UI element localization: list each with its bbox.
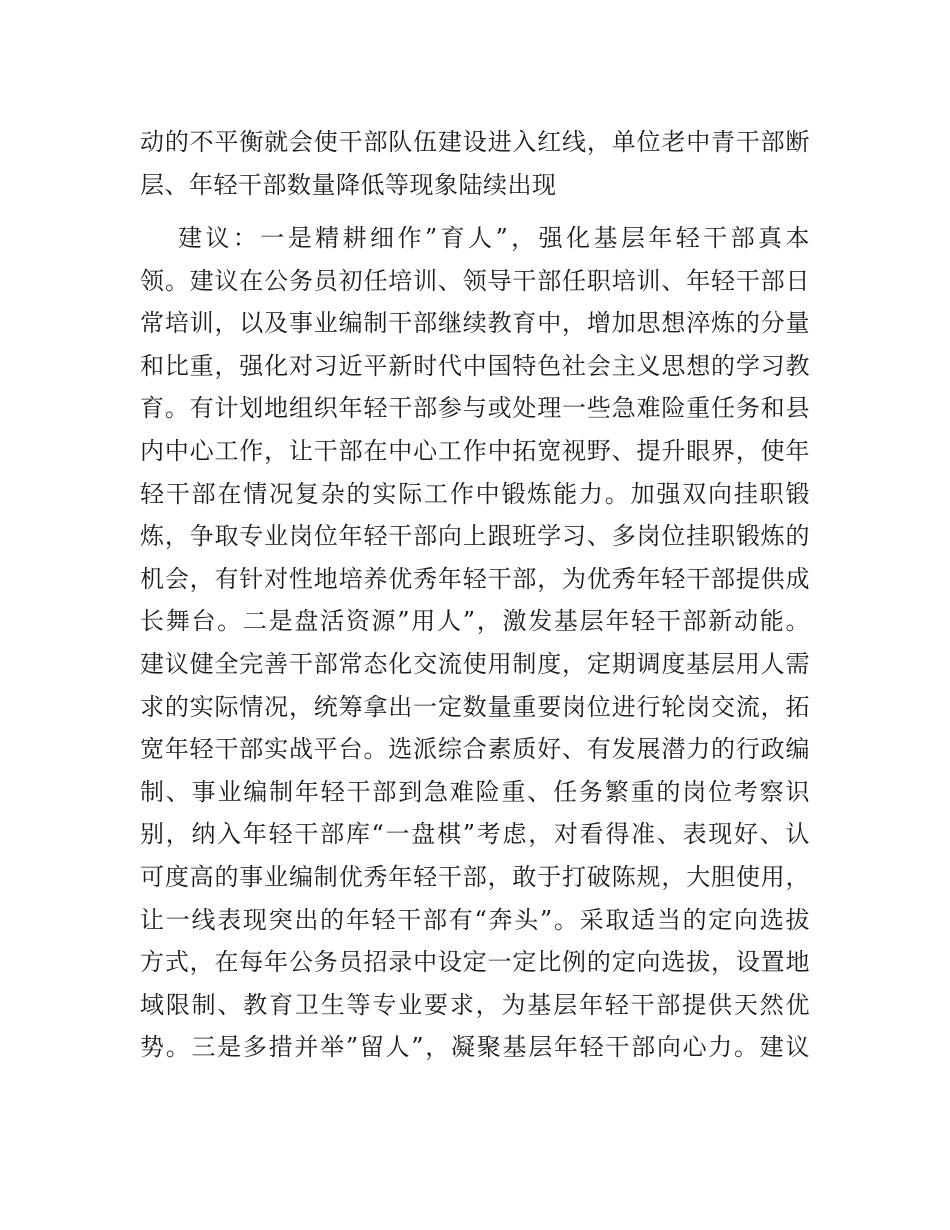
paragraph-line: 层、年轻干部数量降低等现象陆续出现	[140, 170, 557, 199]
paragraph-line: 域限制、教育卫生等专业要求，为基层年轻干部提供天然优	[140, 990, 810, 1019]
paragraph-line: 宽年轻干部实战平台。选派综合素质好、有发展潜力的行政编	[140, 735, 810, 764]
paragraph-line: 让一线表现突出的年轻干部有“奔头”。采取适当的定向选拔	[140, 905, 810, 934]
paragraph-line: 领。建议在公务员初任培训、领导干部任职培训、年轻干部日	[140, 266, 810, 295]
paragraph-line: 制、事业编制年轻干部到急难险重、任务繁重的岗位考察识	[140, 777, 810, 806]
paragraph-line: 轻干部在情况复杂的实际工作中锻炼能力。加强双向挂职锻	[140, 479, 810, 508]
paragraph-line: 育。有计划地组织年轻干部参与或处理一些急难险重任务和县	[140, 394, 810, 423]
paragraph-line: 势。三是多措并举”留人”，凝聚基层年轻干部向心力。建议	[140, 1033, 810, 1062]
paragraph-line: 建议健全完善干部常态化交流使用制度，定期调度基层用人需	[140, 649, 810, 678]
paragraph-line: 内中心工作，让干部在中心工作中拓宽视野、提升眼界，使年	[140, 436, 810, 465]
paragraph-line: 方式，在每年公务员招录中设定一定比例的定向选拔，设置地	[140, 948, 810, 977]
paragraph-line: 长舞台。二是盘活资源”用人”，激发基层年轻干部新动能。	[140, 607, 810, 636]
paragraph-line: 可度高的事业编制优秀年轻干部，敢于打破陈规，大胆使用，	[140, 862, 810, 891]
paragraph-line: 求的实际情况，统筹拿出一定数量重要岗位进行轮岗交流，拓	[140, 692, 810, 721]
paragraph-continuation	[140, 121, 810, 206]
paragraph-line: 建议：一是精耕细作”育人”，强化基层年轻干部真本	[178, 224, 810, 252]
paragraph-suggestions	[140, 217, 810, 1069]
paragraph-line: 炼，争取专业岗位年轻干部向上跟班学习、多岗位挂职锻炼的	[140, 522, 810, 551]
paragraph-line: 别，纳入年轻干部库“一盘棋”考虑，对看得准、表现好、认	[140, 820, 810, 849]
paragraph-line: 机会，有针对性地培养优秀年轻干部，为优秀年轻干部提供成	[140, 564, 810, 593]
paragraph-line: 和比重，强化对习近平新时代中国特色社会主义思想的学习教	[140, 351, 810, 380]
paragraph-line: 动的不平衡就会使干部队伍建设进入红线，单位老中青干部断	[140, 128, 810, 156]
paragraph-line: 常培训，以及事业编制干部继续教育中，增加思想淬炼的分量	[140, 309, 810, 338]
